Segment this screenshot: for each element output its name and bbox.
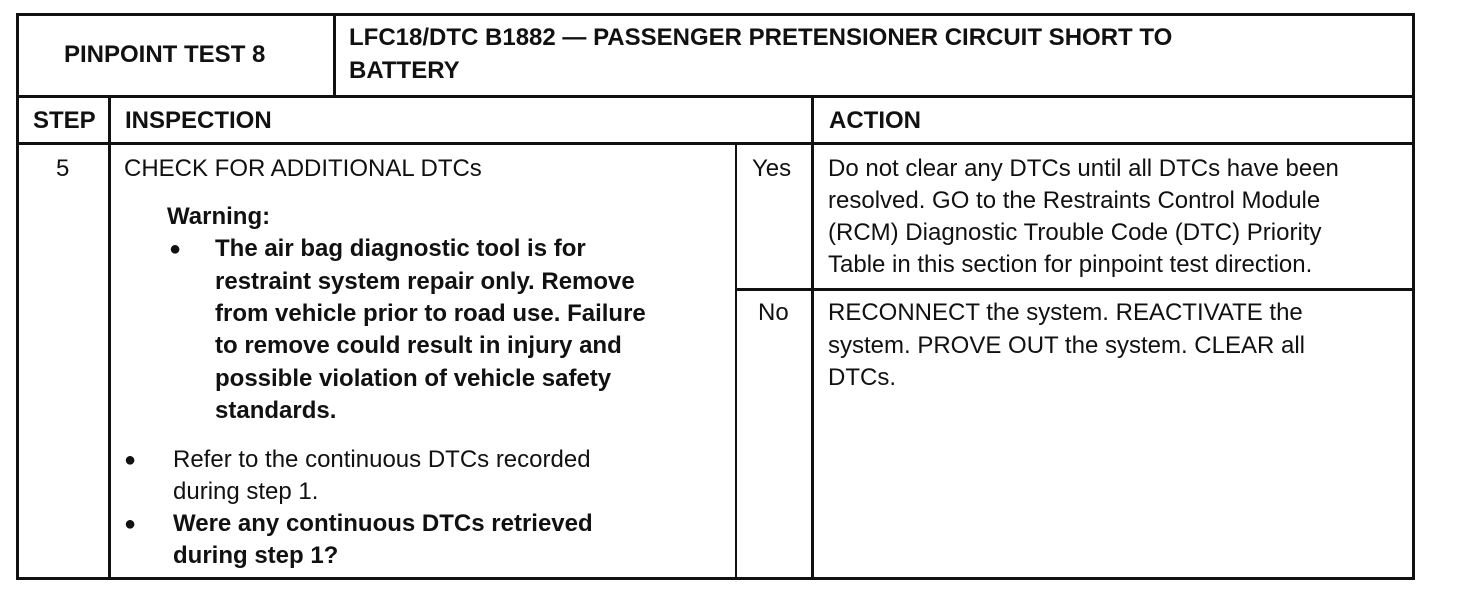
- test-title-line-1: LFC18/DTC B1882 — PASSENGER PRETENSIONER CIRCUIT SHORT TO: [349, 24, 1173, 51]
- yes-action-line: resolved. GO to the Restraints Control Module: [828, 187, 1321, 214]
- no-action-line: DTCs.: [828, 364, 896, 391]
- test-title-line-2: BATTERY: [349, 57, 460, 84]
- warning-line: standards.: [215, 397, 337, 424]
- yes-action-line: (RCM) Diagnostic Trouble Code (DTC) Priority: [828, 219, 1322, 246]
- step-column-divider: [108, 95, 111, 580]
- bullet-2-line: Were any continuous DTCs retrieved: [173, 510, 593, 537]
- inspection-answer-divider: [735, 142, 737, 580]
- bullet-1-line: Refer to the continuous DTCs recorded: [173, 446, 591, 473]
- warning-line: The air bag diagnostic tool is for: [215, 235, 586, 262]
- warning-line: to remove could result in injury and: [215, 332, 622, 359]
- bullet-icon: ●: [124, 449, 137, 471]
- yes-label: Yes: [752, 155, 792, 182]
- pinpoint-test-label: PINPOINT TEST 8: [64, 41, 266, 68]
- action-column-header: ACTION: [829, 107, 921, 134]
- bullet-2-line: during step 1?: [173, 542, 339, 569]
- header-divider: [16, 95, 1415, 98]
- bullet-icon: ●: [124, 513, 137, 535]
- yes-action-line: Do not clear any DTCs until all DTCs have been: [828, 155, 1339, 182]
- inspection-column-header: INSPECTION: [125, 107, 272, 134]
- warning-line: possible violation of vehicle safety: [215, 365, 612, 392]
- warning-line: from vehicle prior to road use. Failure: [215, 300, 646, 327]
- warning-bullet-icon: ●: [169, 238, 182, 260]
- bullet-1-line: during step 1.: [173, 478, 319, 505]
- yes-no-divider: [736, 288, 1415, 291]
- column-header-divider: [16, 142, 1415, 145]
- step-column-header: STEP: [33, 107, 96, 134]
- header-vertical-divider: [333, 13, 336, 97]
- no-label: No: [758, 299, 789, 326]
- no-action-line: system. PROVE OUT the system. CLEAR all: [828, 332, 1306, 359]
- check-title: CHECK FOR ADDITIONAL DTCs: [124, 155, 482, 182]
- action-column-divider: [811, 95, 814, 580]
- no-action-line: RECONNECT the system. REACTIVATE the: [828, 299, 1303, 326]
- yes-action-line: Table in this section for pinpoint test direction.: [828, 251, 1313, 278]
- step-number: 5: [56, 155, 70, 182]
- warning-label: Warning:: [167, 203, 271, 230]
- warning-line: restraint system repair only. Remove: [215, 268, 635, 295]
